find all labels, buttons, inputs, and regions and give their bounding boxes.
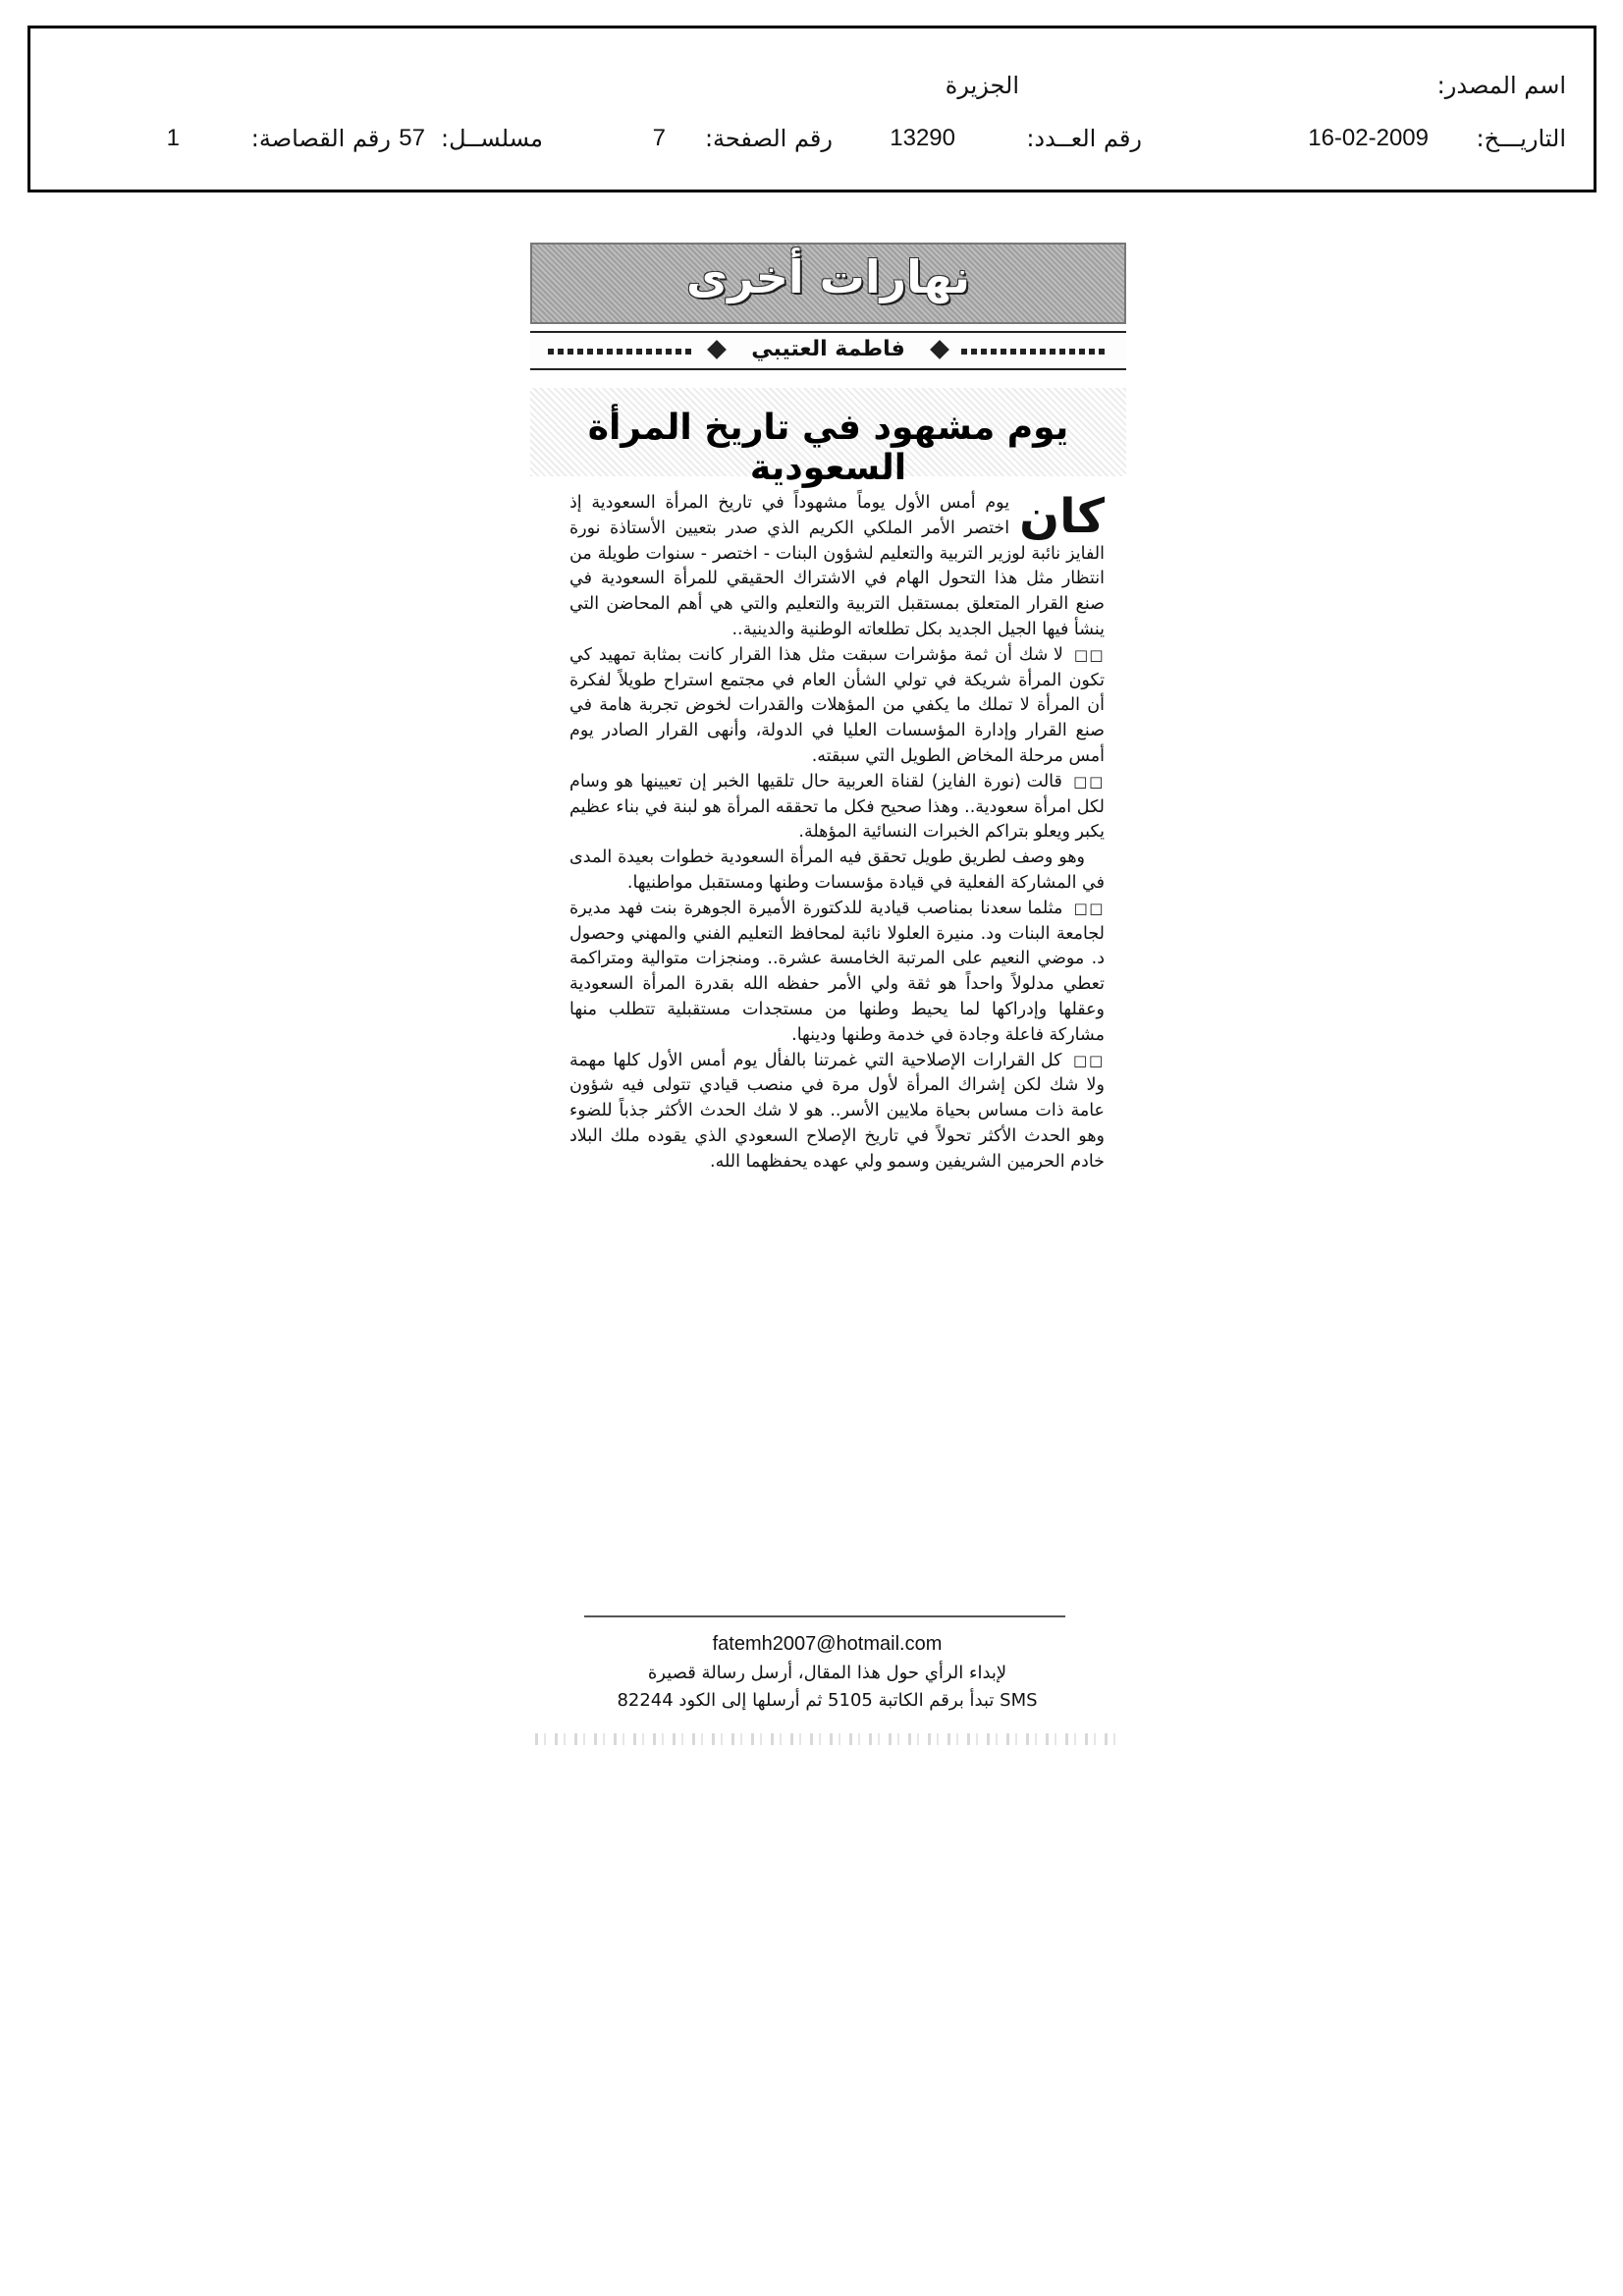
feedback-line-2: SMS تبدأ برقم الكاتبة 5105 ثم أرسلها إلى الكود 82244 xyxy=(617,1690,1038,1711)
date-value: 16-02-2009 xyxy=(1308,125,1429,151)
paragraph-2-text: لا شك أن ثمة مؤشرات سبقت مثل هذا القرار كانت بمثابة تمهيد كي تكون المرأة شريكة في تولي الشأن العام في مجتمع استراح طويلاً لفكرة أن المرأة لا تملك ما يكفي من المؤهلات والقدرات لخوض تجربة هامة في صنع القرار وإدارة المؤسسات العليا في الدولة، وأنهى القرار الصادر يوم أمس مرحلة المخاض الطويل التي سبقته. xyxy=(569,644,1105,766)
clip-label: رقم القصاصة: xyxy=(250,125,391,152)
square-bullet-icon: □□ xyxy=(1073,899,1105,917)
paragraph-3-text: قالت (نورة الفايز) لقناة العربية حال تلقيها الخبر إن تعيينها هو وسام لكل امرأة سعودية.. وهذا صحيح فكل ما تحققه المرأة هو لبنة في بناء عظيم يكبر ويعلو بتراكم الخبرات النسائية المؤهلة. xyxy=(569,771,1105,843)
paragraph-4 xyxy=(569,846,1105,897)
paragraph-1-text: يوم أمس الأول يوماً مشهوداً في تاريخ المرأة السعودية إذ اختصر الأمر الملكي الكريم الذي صدر بتعيين الأستاذة نورة الفايز نائبة لوزير التربية والتعليم لشؤون البنات - اختصر - سنوات طويلة من انتظار مثل هذا التحول الهام في الاشتراك الحقيقي للمرأة السعودية في صنع القرار المتعلق بمستقبل التربية والتعليم والتي هي أهم المحاضن التي ينشأ فيها الجيل الجديد بكل تطلعاته الوطنية والدينية.. xyxy=(569,493,1105,639)
author-row xyxy=(530,331,1126,370)
paragraph-6 xyxy=(569,1049,1105,1175)
headline-box xyxy=(530,388,1126,488)
source-label: اسم المصدر: xyxy=(1436,72,1566,99)
column-title: نهارات أخرى xyxy=(685,250,971,303)
metadata-row-source xyxy=(30,66,1594,105)
paragraph-1 xyxy=(569,491,1105,643)
article-body xyxy=(569,491,1105,1175)
clipping-metadata-box xyxy=(27,26,1596,192)
square-bullet-icon: □□ xyxy=(1073,645,1105,664)
serial-label: مسلســل: xyxy=(441,125,543,152)
page-label: رقم الصفحة: xyxy=(704,125,833,152)
square-bullet-icon: □□ xyxy=(1072,1051,1105,1069)
issue-value: 13290 xyxy=(890,125,955,151)
square-bullet-icon: □□ xyxy=(1073,772,1105,791)
page-value: 7 xyxy=(652,125,666,151)
clip-value: 1 xyxy=(166,125,180,151)
footer-divider xyxy=(584,1615,1065,1617)
author-name: فاطمة العتيبي xyxy=(751,337,905,361)
metadata-row-details xyxy=(30,119,1594,158)
column-banner xyxy=(530,243,1126,324)
newspaper-clipping xyxy=(525,241,1129,1761)
date-label: التاريـــخ: xyxy=(1476,125,1566,152)
paragraph-4-text: وهو وصف لطريق طويل تحقق فيه المرأة السعودية خطوات بعيدة المدى في المشاركة الفعلية في قيادة مؤسسات وطنها ومستقبل مواطنيها. xyxy=(569,847,1105,893)
drop-cap: كان xyxy=(1019,489,1105,544)
issue-label: رقم العــدد: xyxy=(1026,125,1142,152)
article-headline: يوم مشهود في تاريخ المرأة السعودية xyxy=(587,408,1069,488)
decorative-rule-right xyxy=(961,349,1109,355)
paragraph-2 xyxy=(569,643,1105,770)
paragraph-3 xyxy=(569,770,1105,846)
feedback-line-1: لإبداء الرأي حول هذا المقال، أرسل رسالة قصيرة xyxy=(647,1663,1007,1683)
author-email: fatemh2007@hotmail.com xyxy=(712,1633,943,1655)
serial-value: 57 xyxy=(399,125,425,151)
scan-noise-strip xyxy=(535,1733,1124,1745)
source-value: الجزيرة xyxy=(945,72,1019,99)
paragraph-6-text: كل القرارات الإصلاحية التي غمرتنا بالفأل يوم أمس الأول كلها مهمة ولا شك لكن إشراك المرأة لأول مرة في منصب قيادي تتولى فيه شؤون عامة ذات مساس بحياة ملايين الأسر.. هو لا شك الحدث الأكثر جذباً للضوء وهو الحدث الأكثر تحولاً في تاريخ الإصلاح السعودي الذي يقوده ملك البلاد خادم الحرمين الشريفين وسمو ولي عهده يحفظهما الله. xyxy=(569,1050,1105,1172)
paragraph-5 xyxy=(569,897,1105,1049)
paragraph-5-text: مثلما سعدنا بمناصب قيادية للدكتورة الأميرة الجوهرة بنت فهد مديرة لجامعة البنات ود. منيرة العلولا نائبة لمحافظ التعليم الفني والمهني وحصول د. موضي النعيم على المرتبة الخامسة عشرة.. ومنجزات متوالية ومتراكمة تعطي مدلولاً واحداً هو ثقة ولي الأمر حفظه الله بقدرة المرأة السعودية وعقلها وإدراكها لما يحيط وطنها من مستجدات مستقبلية تتطلب منها مشاركة فاعلة وجادة في خدمة وطنها ودينها. xyxy=(569,898,1105,1045)
